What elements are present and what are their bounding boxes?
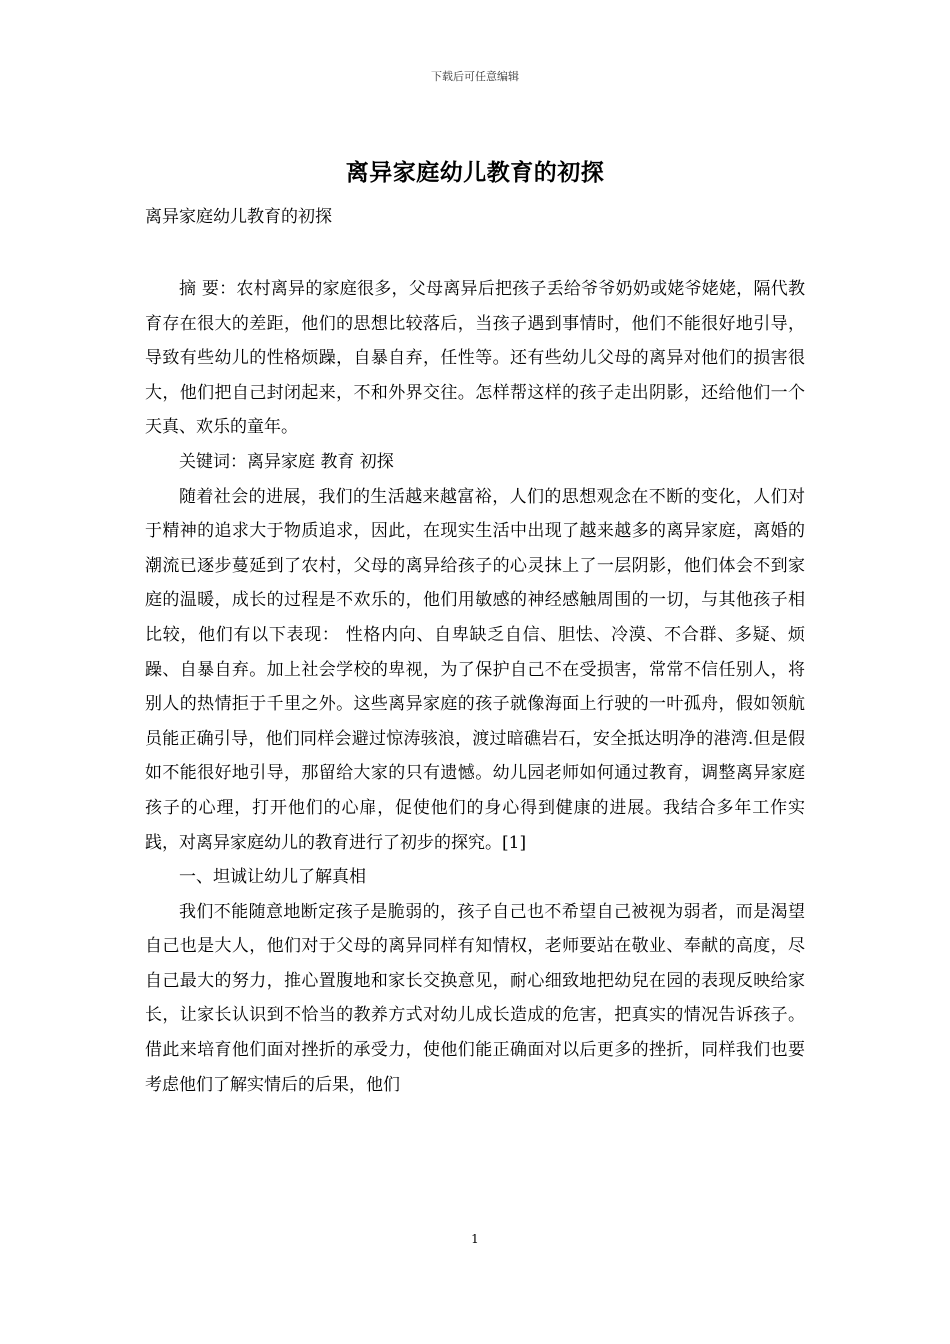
body-paragraph: 随着社会的进展，我们的生活越来越富裕，人们的思想观念在不断的变化，人们对于精神的追求大于物质追求，因此，在现实生活中出现了越来越多的离异家庭，离婚的潮流已逐步蔓延到了农村，父母的离异给孩子的心灵抹上了一层阴影，他们体会不到家庭的温暖，成长的过程是不欢乐的，他们用敏感的神经感触周围的一切，与其他孩子相比较，他们有以下表现： 性格内向、自卑缺乏自信、胆怯、冷漠、不合群、多疑、烦躁、自暴自弃。加上社会学校的卑视，为了保护自己不在受损害，常常不信任别人，将别人的热情拒于千里之外。这些离异家庭的孩子就像海面上行驶的一叶孤舟，假如领航员能正确引导，他们同样会避过惊涛骇浪，渡过暗礁岩石，安全抵达明净的港湾.但是假如不能很好地引导，那留给大家的只有遗憾。幼儿园老师如何通过教育，调整离异家庭孩子的心理，打开他们的心扉，促使他们的身心得到健康的进展。我结合多年工作实践，对离异家庭幼儿的教育进行了初步的探究。[1] (145, 486, 805, 853)
header-note: 下载后可任意编辑 (431, 70, 519, 83)
page-number: 1 (471, 1232, 479, 1246)
document-subtitle: 离异家庭幼儿教育的初探 (145, 207, 332, 227)
abstract-paragraph: 摘 要：农村离异的家庭很多，父母离异后把孩子丢给爷爷奶奶或姥爷姥姥，隔代教育存在很大的差距，他们的思想比较落后，当孩子遇到事情时，他们不能很好地引导，导致有些幼儿的性格烦躁，自暴自弃，任性等。还有些幼儿父母的离异对他们的损害很大，他们把自己封闭起来，不和外界交往。怎样帮这样的孩子走出阴影，还给他们一个天真、欢乐的童年。 (145, 279, 805, 438)
keywords-paragraph: 关键词：离异家庭 教育 初探 (179, 451, 394, 472)
document-title: 离异家庭幼儿教育的初探 (345, 159, 605, 186)
section-heading: 一、坦诚让幼儿了解真相 (179, 867, 366, 888)
body-paragraph: 我们不能随意地断定孩子是脆弱的，孩子自己也不希望自己被视为弱者，而是渴望自己也是大人，他们对于父母的离异同样有知情权，老师要站在敬业、奉献的高度，尽自己最大的努力，推心置腹地和家长交换意见，耐心细致地把幼兒在园的表现反映给家长，让家长认识到不恰当的教养方式对幼儿成长造成的危害，把真实的情况告诉孩子。借此来培育他们面对挫折的承受力，使他们能正确面对以后更多的挫折，同样我们也要考虑他们了解实情后的后果，他们 (145, 901, 805, 1095)
document-body (145, 272, 805, 1102)
